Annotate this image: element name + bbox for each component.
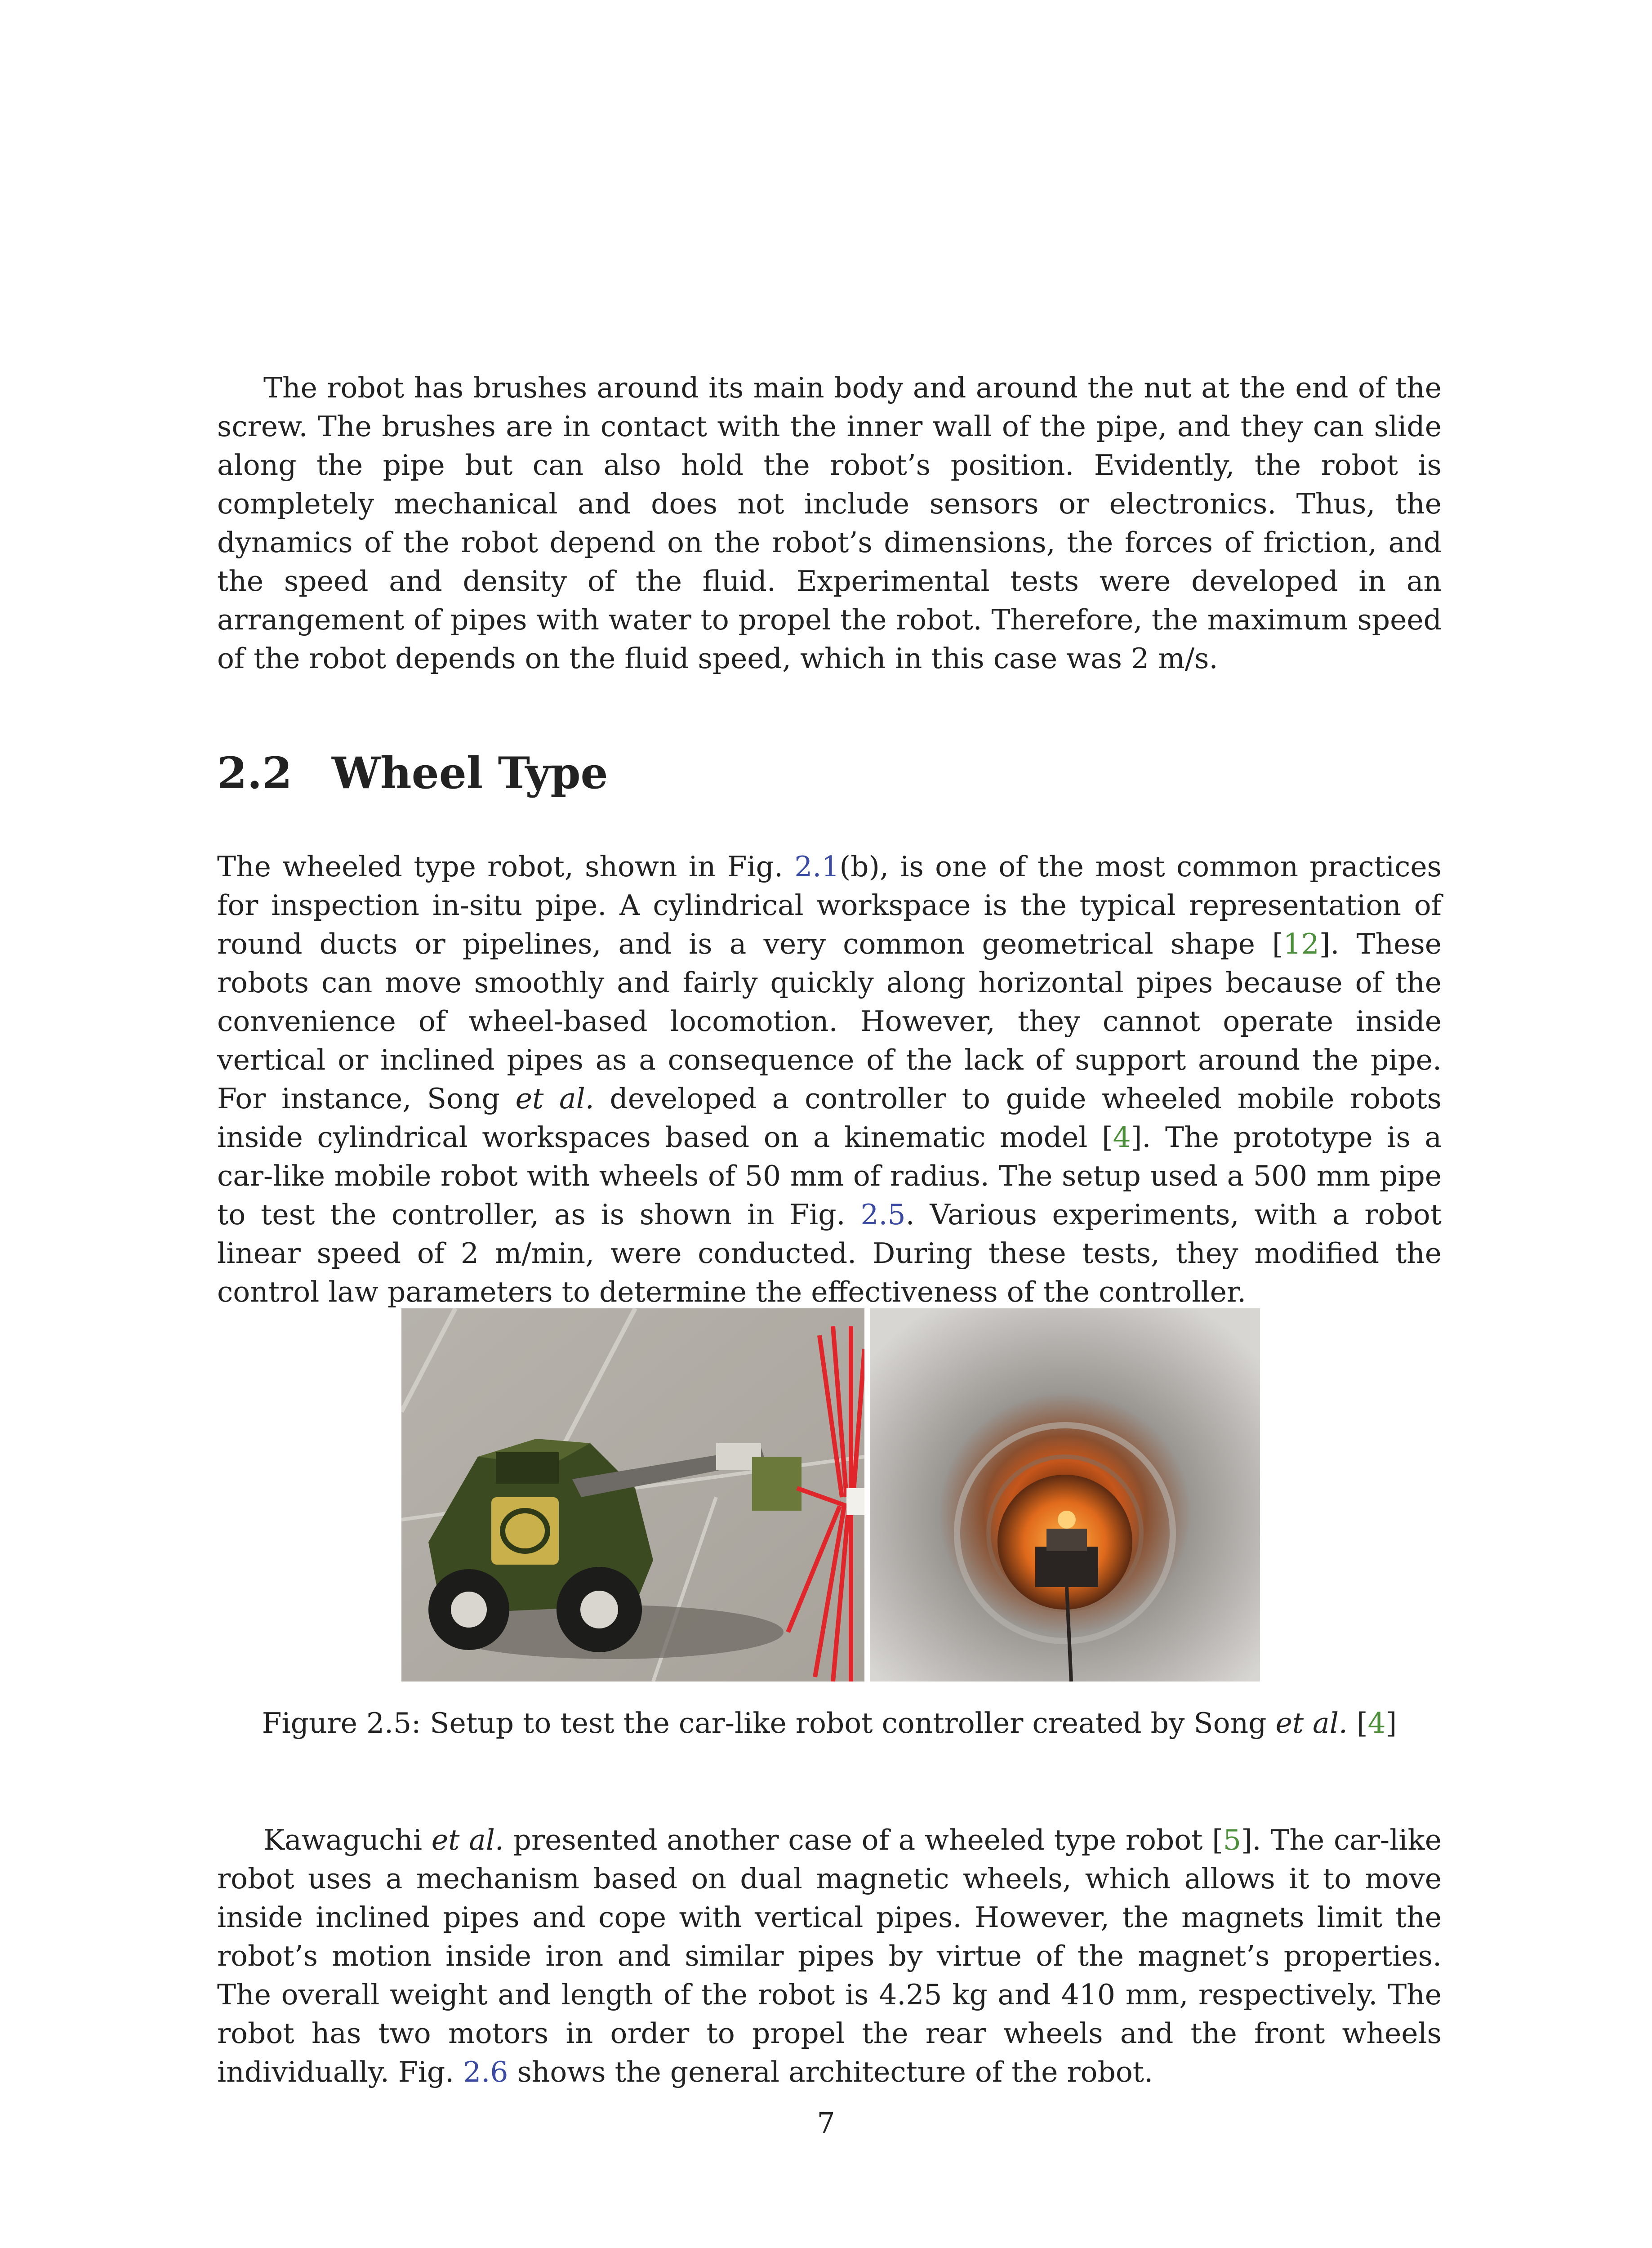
paragraph-text: shows the general architecture of the robot. [508, 2056, 1153, 2088]
wheel-type-paragraph [217, 847, 1442, 1311]
pipe-photo [870, 1308, 1260, 1682]
citation-link[interactable]: 4 [1113, 1121, 1131, 1154]
paragraph-text: presented another case of a wheeled type robot [ [503, 1824, 1223, 1856]
page-number: 7 [817, 2107, 835, 2140]
figure-ref-link[interactable]: 2.5 [860, 1198, 906, 1231]
paragraph-text: The wheeled type robot, shown in Fig. [217, 850, 795, 883]
kawaguchi-paragraph [217, 1821, 1442, 2092]
paragraph-text: Kawaguchi [263, 1824, 432, 1856]
paragraph-text: developed a controller to guide wheeled mobile robots inside cylindrical workspaces based on a kinematic model [ [217, 1082, 1442, 1154]
caption-text: [ [1347, 1707, 1368, 1740]
figure-2-5 [401, 1308, 1260, 1682]
et-al-text: et al. [515, 1082, 594, 1115]
section-number: 2.2 [217, 748, 293, 798]
et-al-text: et al. [1275, 1707, 1348, 1740]
citation-link[interactable]: 12 [1283, 928, 1319, 960]
paragraph-text: The robot has brushes around its main body and around the nut at the end of the screw. The brushes are in contact with the inner wall of the pipe, and they can slide along the pipe but can also hold the robot’s position. Evidently, the robot is completely mechanical and does not include sensors or electronics. Thus, the dynamics of the robot depend on the robot’s dimensions, the forces of friction, and the speed and density of the fluid. Experimental tests were developed in an arrangement of pipes with water to propel the robot. Therefore, the maximum speed of the robot depends on the fluid speed, which in this case was 2 m/s. [217, 371, 1442, 675]
paragraph-text: . Various experiments, with a robot linear speed of 2 m/min, were conducted. During these tests, they modified the control law parameters to determine the effectiveness of the controller. [217, 1198, 1442, 1308]
figure-ref-link[interactable]: 2.6 [463, 2056, 508, 2088]
section-heading [217, 746, 608, 800]
citation-link[interactable]: 4 [1367, 1707, 1386, 1740]
intro-paragraph [217, 369, 1442, 678]
figure-ref-link[interactable]: 2.1 [794, 850, 840, 883]
figure-photos [401, 1308, 1260, 1682]
figure-caption [217, 1704, 1442, 1743]
citation-link[interactable]: 5 [1223, 1824, 1241, 1856]
caption-text: Figure 2.5: Setup to test the car-like robot controller created by Song [262, 1707, 1276, 1740]
caption-text: ] [1385, 1707, 1397, 1740]
paragraph-text: ]. The prototype is a car-like mobile robot with wheels of 50 mm of radius. The setup used a 500 mm pipe to test the controller, as is shown in Fig. [217, 1121, 1442, 1231]
paragraph-text: ]. These robots can move smoothly and fairly quickly along horizontal pipes because of the convenience of wheel-based locomotion. However, they cannot operate inside vertical or inclined pipes as a consequence of the lack of support around the pipe. For instance, Song [217, 928, 1442, 1115]
section-title: Wheel Type [332, 748, 608, 798]
paragraph-text: ]. The car-like robot uses a mechanism based on dual magnetic wheels, which allows it to move inside inclined pipes and cope with vertical pipes. However, the magnets limit the robot’s motion inside iron and similar pipes by virtue of the magnet’s properties. The overall weight and length of the robot is 4.25 kg and 410 mm, respectively. The robot has two motors in order to propel the rear wheels and the front wheels individually. Fig. [217, 1824, 1442, 2088]
robot-photo [401, 1308, 864, 1682]
et-al-text: et al. [431, 1824, 504, 1856]
paragraph-text: (b), is one of the most common practices for inspection in-situ pipe. A cylindrical workspace is the typical representation of round ducts or pipelines, and is a very common geometrical shape [ [217, 850, 1442, 960]
